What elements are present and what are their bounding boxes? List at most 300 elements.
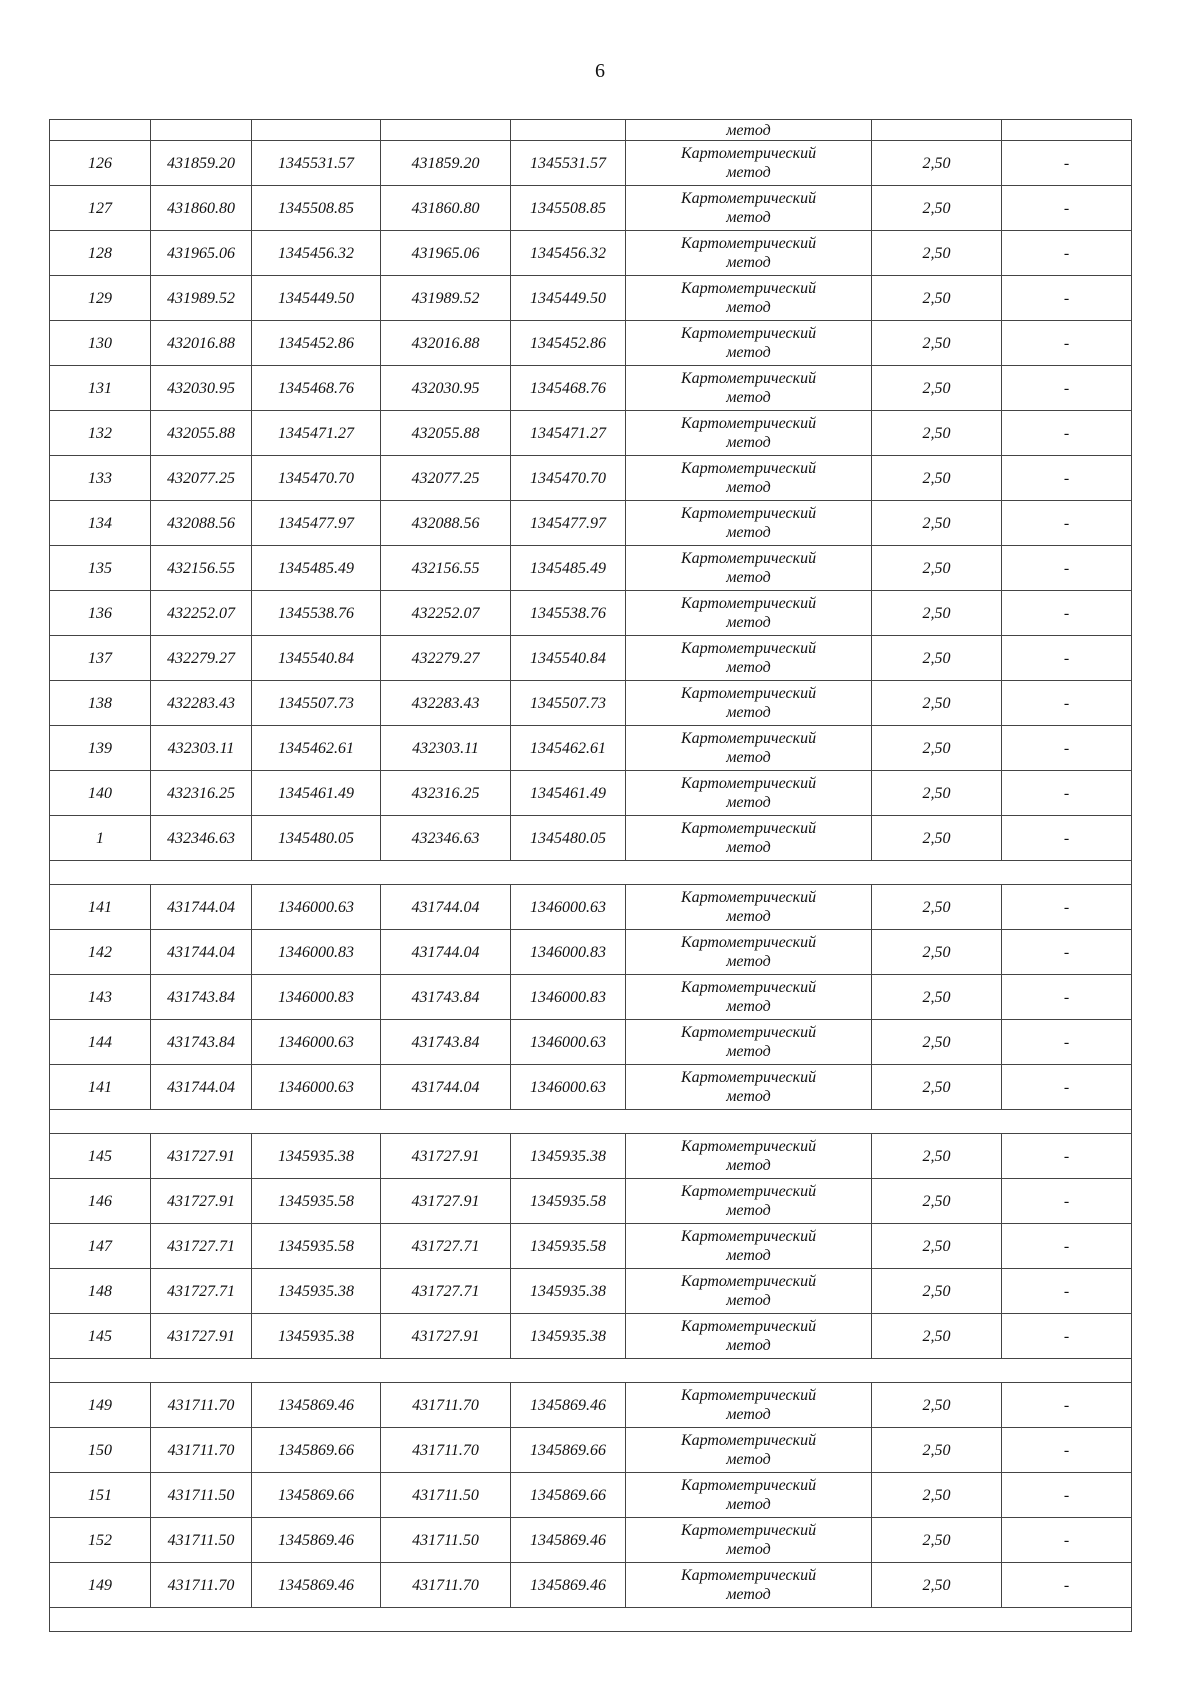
y-coordinate-cell: 1345508.85 — [252, 186, 381, 231]
method-label-line2: метод — [726, 953, 771, 970]
y-coordinate-cell: 1345477.97 — [511, 501, 626, 546]
accuracy-cell: 2,50 — [872, 366, 1002, 411]
table-row — [50, 1179, 1132, 1224]
method-cell — [626, 546, 872, 591]
y-coordinate-cell: 1345456.32 — [511, 231, 626, 276]
description-cell: - — [1002, 1224, 1132, 1269]
method-cell — [626, 366, 872, 411]
y-coordinate-cell: 1345538.76 — [511, 591, 626, 636]
accuracy-cell: 2,50 — [872, 1224, 1002, 1269]
accuracy-cell: 2,50 — [872, 1473, 1002, 1518]
method-cell — [626, 186, 872, 231]
method-label-line1: Картометрический — [680, 1432, 817, 1449]
description-cell: - — [1002, 1428, 1132, 1473]
x-coordinate-cell: 432016.88 — [381, 321, 511, 366]
y-coordinate-cell: 1346000.63 — [511, 1065, 626, 1110]
y-coordinate-cell: 1345452.86 — [252, 321, 381, 366]
table-row — [50, 1134, 1132, 1179]
x-coordinate-cell: 431744.04 — [151, 930, 252, 975]
method-label-line1: Картометрический — [680, 1183, 817, 1200]
method-cell — [626, 681, 872, 726]
method-label-line1: Картометрический — [680, 190, 817, 207]
method-label-line1: Картометрический — [680, 145, 817, 162]
method-cell — [626, 816, 872, 861]
point-number-cell: 130 — [50, 321, 151, 366]
method-label-line2: метод — [726, 1406, 771, 1423]
accuracy-cell: 2,50 — [872, 1020, 1002, 1065]
x-coordinate-cell: 432346.63 — [151, 816, 252, 861]
y-coordinate-cell: 1345935.38 — [252, 1134, 381, 1179]
x-coordinate-cell: 431727.91 — [381, 1179, 511, 1224]
y-coordinate-cell: 1345869.66 — [252, 1428, 381, 1473]
x-coordinate-cell: 431743.84 — [151, 1020, 252, 1065]
description-cell: - — [1002, 975, 1132, 1020]
accuracy-cell: 2,50 — [872, 681, 1002, 726]
method-cell — [626, 636, 872, 681]
table-row — [50, 1224, 1132, 1269]
y-coordinate-cell: 1345869.66 — [252, 1473, 381, 1518]
accuracy-cell: 2,50 — [872, 1314, 1002, 1359]
point-number-cell: 149 — [50, 1563, 151, 1608]
method-label-line2: метод — [726, 1088, 771, 1105]
y-coordinate-cell: 1346000.83 — [511, 975, 626, 1020]
description-cell: - — [1002, 681, 1132, 726]
table-row — [50, 546, 1132, 591]
table-row — [50, 1020, 1132, 1065]
table-row — [50, 456, 1132, 501]
x-coordinate-cell: 431727.91 — [381, 1134, 511, 1179]
y-coordinate-cell: 1346000.83 — [252, 975, 381, 1020]
description-cell: - — [1002, 1134, 1132, 1179]
method-cell — [626, 1020, 872, 1065]
table-row — [50, 681, 1132, 726]
description-cell: - — [1002, 1065, 1132, 1110]
accuracy-cell: 2,50 — [872, 636, 1002, 681]
y-coordinate-cell: 1345869.46 — [511, 1563, 626, 1608]
method-label-line1: Картометрический — [680, 1138, 817, 1155]
method-label-line2: метод — [726, 254, 771, 271]
group-separator-row — [50, 1359, 1132, 1383]
method-label-line2: метод — [726, 344, 771, 361]
method-label-line1: Картометрический — [680, 325, 817, 342]
method-label-line1: Картометрический — [680, 595, 817, 612]
method-label-line1: Картометрический — [680, 1387, 817, 1404]
description-cell: - — [1002, 186, 1132, 231]
description-cell: - — [1002, 321, 1132, 366]
table-row — [50, 1428, 1132, 1473]
method-cell — [626, 231, 872, 276]
method-label-line1: Картометрический — [680, 505, 817, 522]
point-number-cell: 143 — [50, 975, 151, 1020]
method-label-line2: метод — [726, 998, 771, 1015]
x-coordinate-cell: 431727.91 — [151, 1134, 252, 1179]
y-coordinate-cell: 1345935.38 — [511, 1269, 626, 1314]
point-number-cell: 150 — [50, 1428, 151, 1473]
method-cell — [626, 1134, 872, 1179]
x-coordinate-cell: 431743.84 — [381, 1020, 511, 1065]
method-label-line1: Картометрический — [680, 1522, 817, 1539]
x-coordinate-cell: 431859.20 — [151, 141, 252, 186]
point-number-cell: 145 — [50, 1314, 151, 1359]
method-cell — [626, 1065, 872, 1110]
method-label-line2: метод — [726, 389, 771, 406]
x-coordinate-cell: 431711.50 — [381, 1473, 511, 1518]
method-cell — [626, 726, 872, 771]
y-coordinate-cell: 1345477.97 — [252, 501, 381, 546]
point-number-cell: 151 — [50, 1473, 151, 1518]
method-label-line1: Картометрический — [680, 1567, 817, 1584]
y-coordinate-cell: 1345935.58 — [511, 1179, 626, 1224]
x-coordinate-cell: 431711.70 — [381, 1563, 511, 1608]
group-separator-row — [50, 1608, 1132, 1632]
point-number-cell: 131 — [50, 366, 151, 411]
method-label-line2: метод — [726, 1337, 771, 1354]
method-label-line2: метод — [726, 1586, 771, 1603]
table-row — [50, 726, 1132, 771]
x-coordinate-cell: 431727.71 — [151, 1224, 252, 1269]
method-label-line2: метод — [726, 659, 771, 676]
method-label-line2: метод — [726, 434, 771, 451]
method-label-line2: метод — [726, 794, 771, 811]
table-row — [50, 186, 1132, 231]
y-coordinate-cell: 1346000.63 — [511, 885, 626, 930]
y-coordinate-cell: 1345470.70 — [252, 456, 381, 501]
x-coordinate-cell: 431711.50 — [151, 1473, 252, 1518]
table-row — [50, 816, 1132, 861]
description-cell: - — [1002, 546, 1132, 591]
x-coordinate-cell: 432252.07 — [381, 591, 511, 636]
point-number-cell: 137 — [50, 636, 151, 681]
description-cell: - — [1002, 411, 1132, 456]
x-coordinate-cell: 432279.27 — [151, 636, 252, 681]
x-coordinate-cell: 432016.88 — [151, 321, 252, 366]
y-coordinate-cell: 1345540.84 — [252, 636, 381, 681]
x-coordinate-cell: 431711.50 — [381, 1518, 511, 1563]
table-row — [50, 1383, 1132, 1428]
table-row — [50, 930, 1132, 975]
description-cell: - — [1002, 1269, 1132, 1314]
table-row — [50, 1065, 1132, 1110]
point-number-cell: 139 — [50, 726, 151, 771]
x-coordinate-cell: 432279.27 — [381, 636, 511, 681]
method-label-line2: метод — [726, 1496, 771, 1513]
method-label-line1: Картометрический — [680, 1069, 817, 1086]
page-number: 6 — [595, 60, 605, 82]
point-number-cell: 148 — [50, 1269, 151, 1314]
method-cell — [626, 276, 872, 321]
point-number-cell: 138 — [50, 681, 151, 726]
coordinates-table — [49, 119, 1132, 1632]
x-coordinate-cell: 432156.55 — [151, 546, 252, 591]
point-number-cell: 152 — [50, 1518, 151, 1563]
x-coordinate-cell: 432316.25 — [381, 771, 511, 816]
accuracy-cell: 2,50 — [872, 141, 1002, 186]
y-coordinate-cell: 1345507.73 — [252, 681, 381, 726]
point-number-cell: 141 — [50, 1065, 151, 1110]
method-label-line2: метод — [726, 479, 771, 496]
accuracy-cell: 2,50 — [872, 1563, 1002, 1608]
x-coordinate-cell: 432088.56 — [381, 501, 511, 546]
method-cell — [626, 501, 872, 546]
method-cell: метод — [626, 120, 872, 141]
method-cell — [626, 1428, 872, 1473]
method-cell — [626, 411, 872, 456]
x-coordinate-cell: 432303.11 — [151, 726, 252, 771]
point-number-cell: 127 — [50, 186, 151, 231]
description-cell: - — [1002, 1020, 1132, 1065]
method-cell — [626, 930, 872, 975]
description-cell: - — [1002, 501, 1132, 546]
x-coordinate-cell: 431727.91 — [381, 1314, 511, 1359]
description-cell: - — [1002, 366, 1132, 411]
accuracy-cell: 2,50 — [872, 885, 1002, 930]
y-coordinate-cell: 1345869.46 — [511, 1383, 626, 1428]
method-cell — [626, 1383, 872, 1428]
point-number-cell: 147 — [50, 1224, 151, 1269]
method-label-line1: Картометрический — [680, 775, 817, 792]
x-coordinate-cell: 431744.04 — [151, 885, 252, 930]
x-coordinate-cell: 431989.52 — [151, 276, 252, 321]
y-coordinate-cell: 1345869.46 — [511, 1518, 626, 1563]
point-number-cell: 136 — [50, 591, 151, 636]
y-coordinate-cell: 1345471.27 — [511, 411, 626, 456]
x-coordinate-cell: 431727.71 — [381, 1224, 511, 1269]
description-cell: - — [1002, 930, 1132, 975]
method-cell — [626, 885, 872, 930]
x-coordinate-cell: 431727.91 — [151, 1314, 252, 1359]
method-label-line1: Картометрический — [680, 730, 817, 747]
method-label-line1: Картометрический — [680, 889, 817, 906]
accuracy-cell: 2,50 — [872, 1518, 1002, 1563]
method-label-line2: метод — [726, 1247, 771, 1264]
y-coordinate-cell: 1345538.76 — [252, 591, 381, 636]
method-label-line1: Картометрический — [680, 1228, 817, 1245]
point-number-cell: 146 — [50, 1179, 151, 1224]
table-row — [50, 591, 1132, 636]
description-cell: - — [1002, 1473, 1132, 1518]
accuracy-cell: 2,50 — [872, 1134, 1002, 1179]
method-label-line1: Картометрический — [680, 1477, 817, 1494]
method-cell — [626, 591, 872, 636]
y-coordinate-cell: 1345468.76 — [252, 366, 381, 411]
x-coordinate-cell: 431711.70 — [151, 1428, 252, 1473]
description-cell: - — [1002, 1179, 1132, 1224]
description-cell: - — [1002, 1563, 1132, 1608]
y-coordinate-cell: 1345449.50 — [252, 276, 381, 321]
method-label-line1: Картометрический — [680, 415, 817, 432]
x-coordinate-cell: 432346.63 — [381, 816, 511, 861]
table-row — [50, 636, 1132, 681]
y-coordinate-cell: 1345461.49 — [511, 771, 626, 816]
method-cell — [626, 1224, 872, 1269]
accuracy-cell: 2,50 — [872, 411, 1002, 456]
accuracy-cell: 2,50 — [872, 1428, 1002, 1473]
y-coordinate-cell: 1345452.86 — [511, 321, 626, 366]
y-coordinate-cell: 1345869.66 — [511, 1428, 626, 1473]
point-number-cell: 134 — [50, 501, 151, 546]
x-coordinate-cell: 431711.70 — [151, 1563, 252, 1608]
method-label-line2: метод — [726, 1292, 771, 1309]
x-coordinate-cell: 431989.52 — [381, 276, 511, 321]
y-coordinate-cell: 1345485.49 — [252, 546, 381, 591]
accuracy-cell: 2,50 — [872, 456, 1002, 501]
method-label-line2: метод — [726, 749, 771, 766]
accuracy-cell: 2,50 — [872, 546, 1002, 591]
x-coordinate-cell: 431965.06 — [381, 231, 511, 276]
point-number-cell: 133 — [50, 456, 151, 501]
x-coordinate-cell: 432030.95 — [151, 366, 252, 411]
method-label-line1: Картометрический — [680, 934, 817, 951]
method-label-line1: Картометрический — [680, 1318, 817, 1335]
x-coordinate-cell: 431744.04 — [151, 1065, 252, 1110]
y-coordinate-cell: 1345508.85 — [511, 186, 626, 231]
point-number-cell: 135 — [50, 546, 151, 591]
table-row — [50, 885, 1132, 930]
method-label-line2: метод — [726, 524, 771, 541]
group-separator-row — [50, 861, 1132, 885]
method-label-line2: метод — [726, 1202, 771, 1219]
y-coordinate-cell: 1345869.46 — [252, 1518, 381, 1563]
method-label-line1: Картометрический — [680, 280, 817, 297]
table-row — [50, 1518, 1132, 1563]
method-cell — [626, 1473, 872, 1518]
point-number-cell: 1 — [50, 816, 151, 861]
x-coordinate-cell: 431727.91 — [151, 1179, 252, 1224]
point-number-cell: 126 — [50, 141, 151, 186]
table-row — [50, 1473, 1132, 1518]
table-row — [50, 1314, 1132, 1359]
method-cell — [626, 1563, 872, 1608]
y-coordinate-cell: 1346000.63 — [252, 885, 381, 930]
x-coordinate-cell: 431744.04 — [381, 1065, 511, 1110]
method-label-line2: метод — [726, 569, 771, 586]
x-coordinate-cell: 431711.50 — [151, 1518, 252, 1563]
y-coordinate-cell: 1345935.38 — [511, 1314, 626, 1359]
description-cell: - — [1002, 276, 1132, 321]
x-coordinate-cell: 432283.43 — [151, 681, 252, 726]
description-cell: - — [1002, 636, 1132, 681]
x-coordinate-cell: 432055.88 — [151, 411, 252, 456]
accuracy-cell: 2,50 — [872, 1179, 1002, 1224]
description-cell: - — [1002, 885, 1132, 930]
y-coordinate-cell: 1345935.38 — [511, 1134, 626, 1179]
continuation-row — [50, 120, 1132, 141]
description-cell: - — [1002, 1383, 1132, 1428]
method-label-line2: метод — [726, 1451, 771, 1468]
x-coordinate-cell: 432283.43 — [381, 681, 511, 726]
point-number-cell: 149 — [50, 1383, 151, 1428]
method-cell — [626, 1518, 872, 1563]
point-number-cell: 142 — [50, 930, 151, 975]
table-row — [50, 276, 1132, 321]
table-row — [50, 321, 1132, 366]
y-coordinate-cell: 1345869.66 — [511, 1473, 626, 1518]
y-coordinate-cell: 1345507.73 — [511, 681, 626, 726]
table-row — [50, 231, 1132, 276]
y-coordinate-cell: 1345531.57 — [252, 141, 381, 186]
x-coordinate-cell: 431965.06 — [151, 231, 252, 276]
method-label-line2: метод — [726, 164, 771, 181]
y-coordinate-cell: 1345470.70 — [511, 456, 626, 501]
y-coordinate-cell: 1345480.05 — [511, 816, 626, 861]
point-number-cell: 128 — [50, 231, 151, 276]
y-coordinate-cell: 1345540.84 — [511, 636, 626, 681]
method-label-line2: метод — [726, 1043, 771, 1060]
accuracy-cell: 2,50 — [872, 1269, 1002, 1314]
y-coordinate-cell: 1345462.61 — [252, 726, 381, 771]
description-cell: - — [1002, 1314, 1132, 1359]
method-label-line2: метод — [726, 1541, 771, 1558]
y-coordinate-cell: 1346000.63 — [252, 1020, 381, 1065]
description-cell: - — [1002, 1518, 1132, 1563]
y-coordinate-cell: 1345869.46 — [252, 1563, 381, 1608]
accuracy-cell: 2,50 — [872, 321, 1002, 366]
method-cell — [626, 1269, 872, 1314]
method-label-line1: Картометрический — [680, 820, 817, 837]
method-cell — [626, 1314, 872, 1359]
method-cell — [626, 141, 872, 186]
accuracy-cell: 2,50 — [872, 276, 1002, 321]
y-coordinate-cell: 1345471.27 — [252, 411, 381, 456]
x-coordinate-cell: 432316.25 — [151, 771, 252, 816]
accuracy-cell: 2,50 — [872, 231, 1002, 276]
x-coordinate-cell: 431711.70 — [151, 1383, 252, 1428]
y-coordinate-cell: 1345468.76 — [511, 366, 626, 411]
x-coordinate-cell: 432252.07 — [151, 591, 252, 636]
x-coordinate-cell: 432077.25 — [381, 456, 511, 501]
method-label-line2: метод — [726, 908, 771, 925]
description-cell: - — [1002, 771, 1132, 816]
x-coordinate-cell: 431744.04 — [381, 885, 511, 930]
x-coordinate-cell: 431743.84 — [151, 975, 252, 1020]
method-cell — [626, 456, 872, 501]
y-coordinate-cell: 1345935.58 — [511, 1224, 626, 1269]
point-number-cell: 129 — [50, 276, 151, 321]
accuracy-cell: 2,50 — [872, 975, 1002, 1020]
y-coordinate-cell: 1345449.50 — [511, 276, 626, 321]
x-coordinate-cell: 431859.20 — [381, 141, 511, 186]
point-number-cell: 144 — [50, 1020, 151, 1065]
method-label-line2: метод — [726, 299, 771, 316]
description-cell: - — [1002, 231, 1132, 276]
method-label-line1: Картометрический — [680, 235, 817, 252]
accuracy-cell: 2,50 — [872, 930, 1002, 975]
accuracy-cell: 2,50 — [872, 1383, 1002, 1428]
method-label-line1: Картометрический — [680, 685, 817, 702]
x-coordinate-cell: 431743.84 — [381, 975, 511, 1020]
point-number-cell: 132 — [50, 411, 151, 456]
method-cell — [626, 771, 872, 816]
method-label-line1: Картометрический — [680, 1273, 817, 1290]
accuracy-cell: 2,50 — [872, 816, 1002, 861]
description-cell: - — [1002, 456, 1132, 501]
description-cell: - — [1002, 726, 1132, 771]
method-label-line2: метод — [726, 1157, 771, 1174]
x-coordinate-cell: 432077.25 — [151, 456, 252, 501]
x-coordinate-cell: 431727.71 — [381, 1269, 511, 1314]
y-coordinate-cell: 1345461.49 — [252, 771, 381, 816]
x-coordinate-cell: 431727.71 — [151, 1269, 252, 1314]
method-label-line1: Картометрический — [680, 370, 817, 387]
table-row — [50, 1269, 1132, 1314]
x-coordinate-cell: 431860.80 — [381, 186, 511, 231]
x-coordinate-cell: 431711.70 — [381, 1428, 511, 1473]
table-row — [50, 771, 1132, 816]
accuracy-cell: 2,50 — [872, 186, 1002, 231]
method-label-line2: метод — [726, 209, 771, 226]
method-cell — [626, 1179, 872, 1224]
x-coordinate-cell: 431860.80 — [151, 186, 252, 231]
